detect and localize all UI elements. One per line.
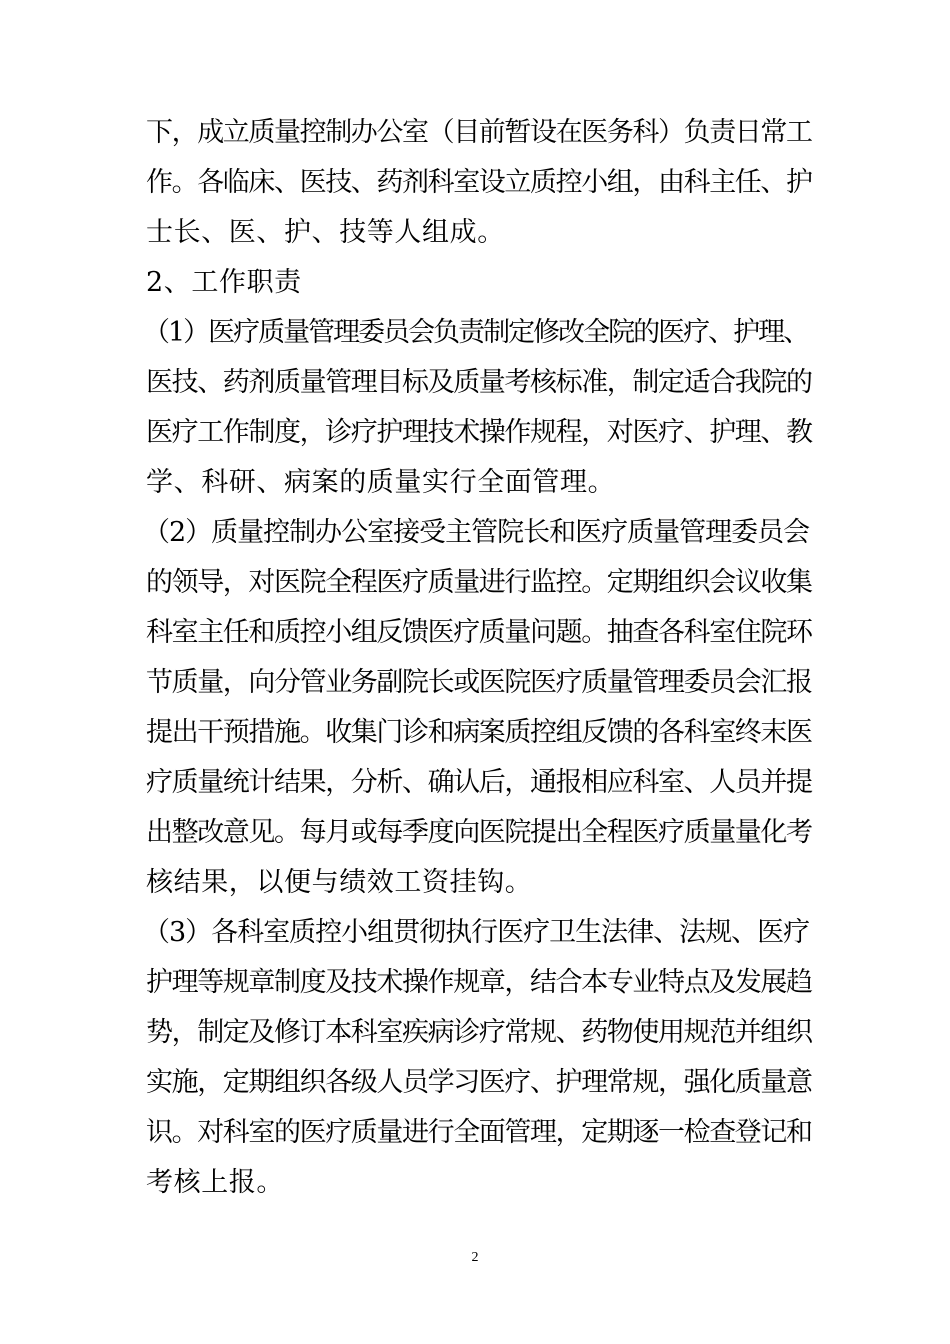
- section-heading: 2、工作职责: [146, 267, 302, 298]
- text-line: 核结果，以便与绩效工资挂钩。: [146, 867, 533, 898]
- text-line: 疗质量统计结果，分析、确认后，通报相应科室、人员并提: [146, 767, 812, 798]
- text-line: 科室主任和质控小组反馈医疗质量问题。抽查各科室住院环: [146, 617, 812, 648]
- text-line: 士长、医、护、技等人组成。: [146, 217, 505, 248]
- text-line: 出整改意见。每月或每季度向医院提出全程医疗质量量化考: [146, 817, 812, 848]
- text-line: 提出干预措施。收集门诊和病案质控组反馈的各科室终末医: [146, 717, 812, 748]
- text-line: 节质量，向分管业务副院长或医院医疗质量管理委员会汇报: [146, 667, 812, 698]
- text-line: 识。对科室的医疗质量进行全面管理，定期逐一检查登记和: [146, 1117, 812, 1148]
- text-line: 学、科研、病案的质量实行全面管理。: [146, 467, 616, 498]
- text-line: （2）质量控制办公室接受主管院长和医疗质量管理委员会: [143, 517, 810, 548]
- text-line: 医技、药剂质量管理目标及质量考核标准，制定适合我院的: [146, 367, 812, 398]
- text-line: 医疗工作制度，诊疗护理技术操作规程，对医疗、护理、教: [146, 417, 812, 448]
- text-line: （1）医疗质量管理委员会负责制定修改全院的医疗、护理、: [143, 317, 809, 348]
- text-line: 的领导，对医院全程医疗质量进行监控。定期组织会议收集: [146, 567, 812, 598]
- text-line: 作。各临床、医技、药剂科室设立质控小组，由科主任、护: [146, 167, 812, 198]
- text-line: 护理等规章制度及技术操作规章，结合本专业特点及发展趋: [146, 967, 812, 998]
- text-line: 考核上报。: [146, 1167, 284, 1198]
- page-number: 2: [471, 1250, 479, 1265]
- text-line: 实施，定期组织各级人员学习医疗、护理常规，强化质量意: [146, 1067, 812, 1098]
- text-line: 势，制定及修订本科室疾病诊疗常规、药物使用规范并组织: [146, 1017, 812, 1048]
- text-line: 下，成立质量控制办公室（目前暂设在医务科）负责日常工: [146, 117, 812, 148]
- text-line: （3）各科室质控小组贯彻执行医疗卫生法律、法规、医疗: [143, 917, 810, 948]
